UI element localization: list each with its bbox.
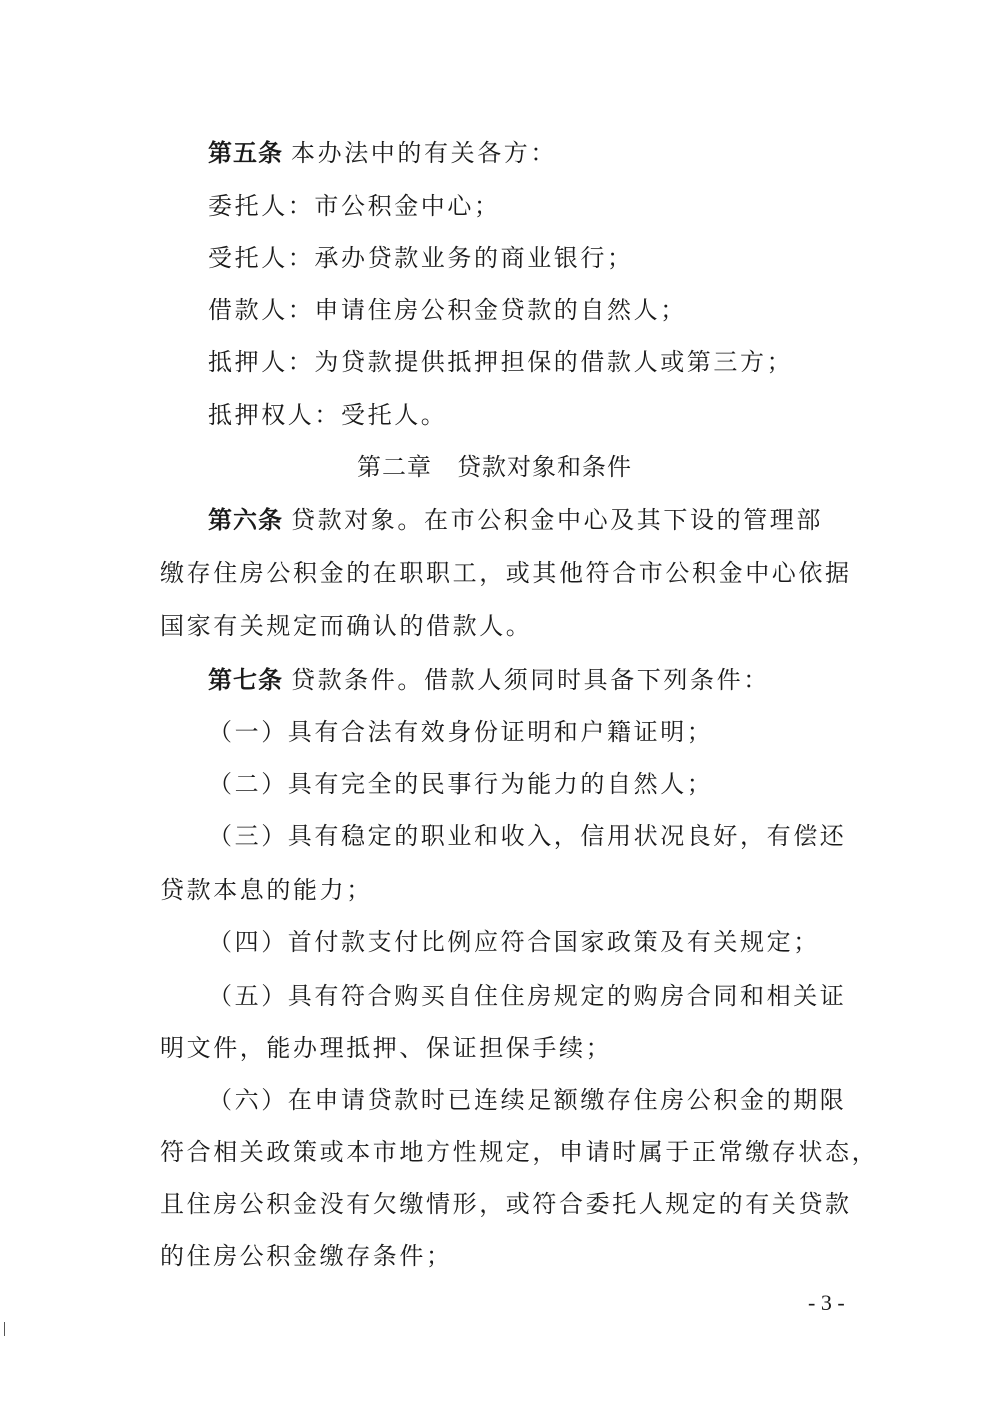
chapter-heading: 第二章 贷款对象和条件 [357, 453, 632, 481]
article-line: 国家有关规定而确认的借款人。 [160, 612, 533, 640]
condition-line: （一）具有合法有效身份证明和户籍证明； [208, 718, 714, 746]
article-line: 缴存住房公积金的在职职工，或其他符合市公积金中心依据 [160, 559, 852, 587]
article-7 [208, 665, 770, 695]
party-line: 借款人：申请住房公积金贷款的自然人； [208, 296, 687, 324]
condition-line: 的住房公积金缴存条件； [160, 1242, 453, 1270]
article-label: 第七条 [208, 666, 283, 694]
scan-mark [4, 1322, 5, 1336]
article-6 [208, 505, 823, 535]
page-number: - 3 - [808, 1290, 845, 1315]
article-5 [208, 138, 557, 168]
article-label: 第六条 [208, 506, 283, 534]
article-label: 第五条 [208, 139, 283, 167]
condition-line: 明文件，能办理抵押、保证担保手续； [160, 1034, 613, 1062]
article-text: 贷款对象。在市公积金中心及其下设的管理部 [291, 506, 823, 534]
condition-line: （二）具有完全的民事行为能力的自然人； [208, 770, 714, 798]
condition-line: （四）首付款支付比例应符合国家政策及有关规定； [208, 928, 820, 956]
condition-line: （三）具有稳定的职业和收入，信用状况良好，有偿还 [208, 822, 847, 850]
party-line: 抵押人：为贷款提供抵押担保的借款人或第三方； [208, 348, 794, 376]
condition-line: 贷款本息的能力； [160, 876, 373, 904]
condition-line: 符合相关政策或本市地方性规定，申请时属于正常缴存状态， [160, 1138, 879, 1166]
party-line: 委托人：市公积金中心； [208, 192, 501, 220]
party-line: 受托人：承办贷款业务的商业银行； [208, 244, 634, 272]
article-text: 本办法中的有关各方： [291, 139, 557, 167]
condition-line: 且住房公积金没有欠缴情形，或符合委托人规定的有关贷款 [160, 1190, 852, 1218]
condition-line: （五）具有符合购买自住住房规定的购房合同和相关证 [208, 982, 847, 1010]
article-text: 贷款条件。借款人须同时具备下列条件： [291, 666, 770, 694]
condition-line: （六）在申请贷款时已连续足额缴存住房公积金的期限 [208, 1086, 847, 1114]
party-line: 抵押权人：受托人。 [208, 401, 448, 429]
